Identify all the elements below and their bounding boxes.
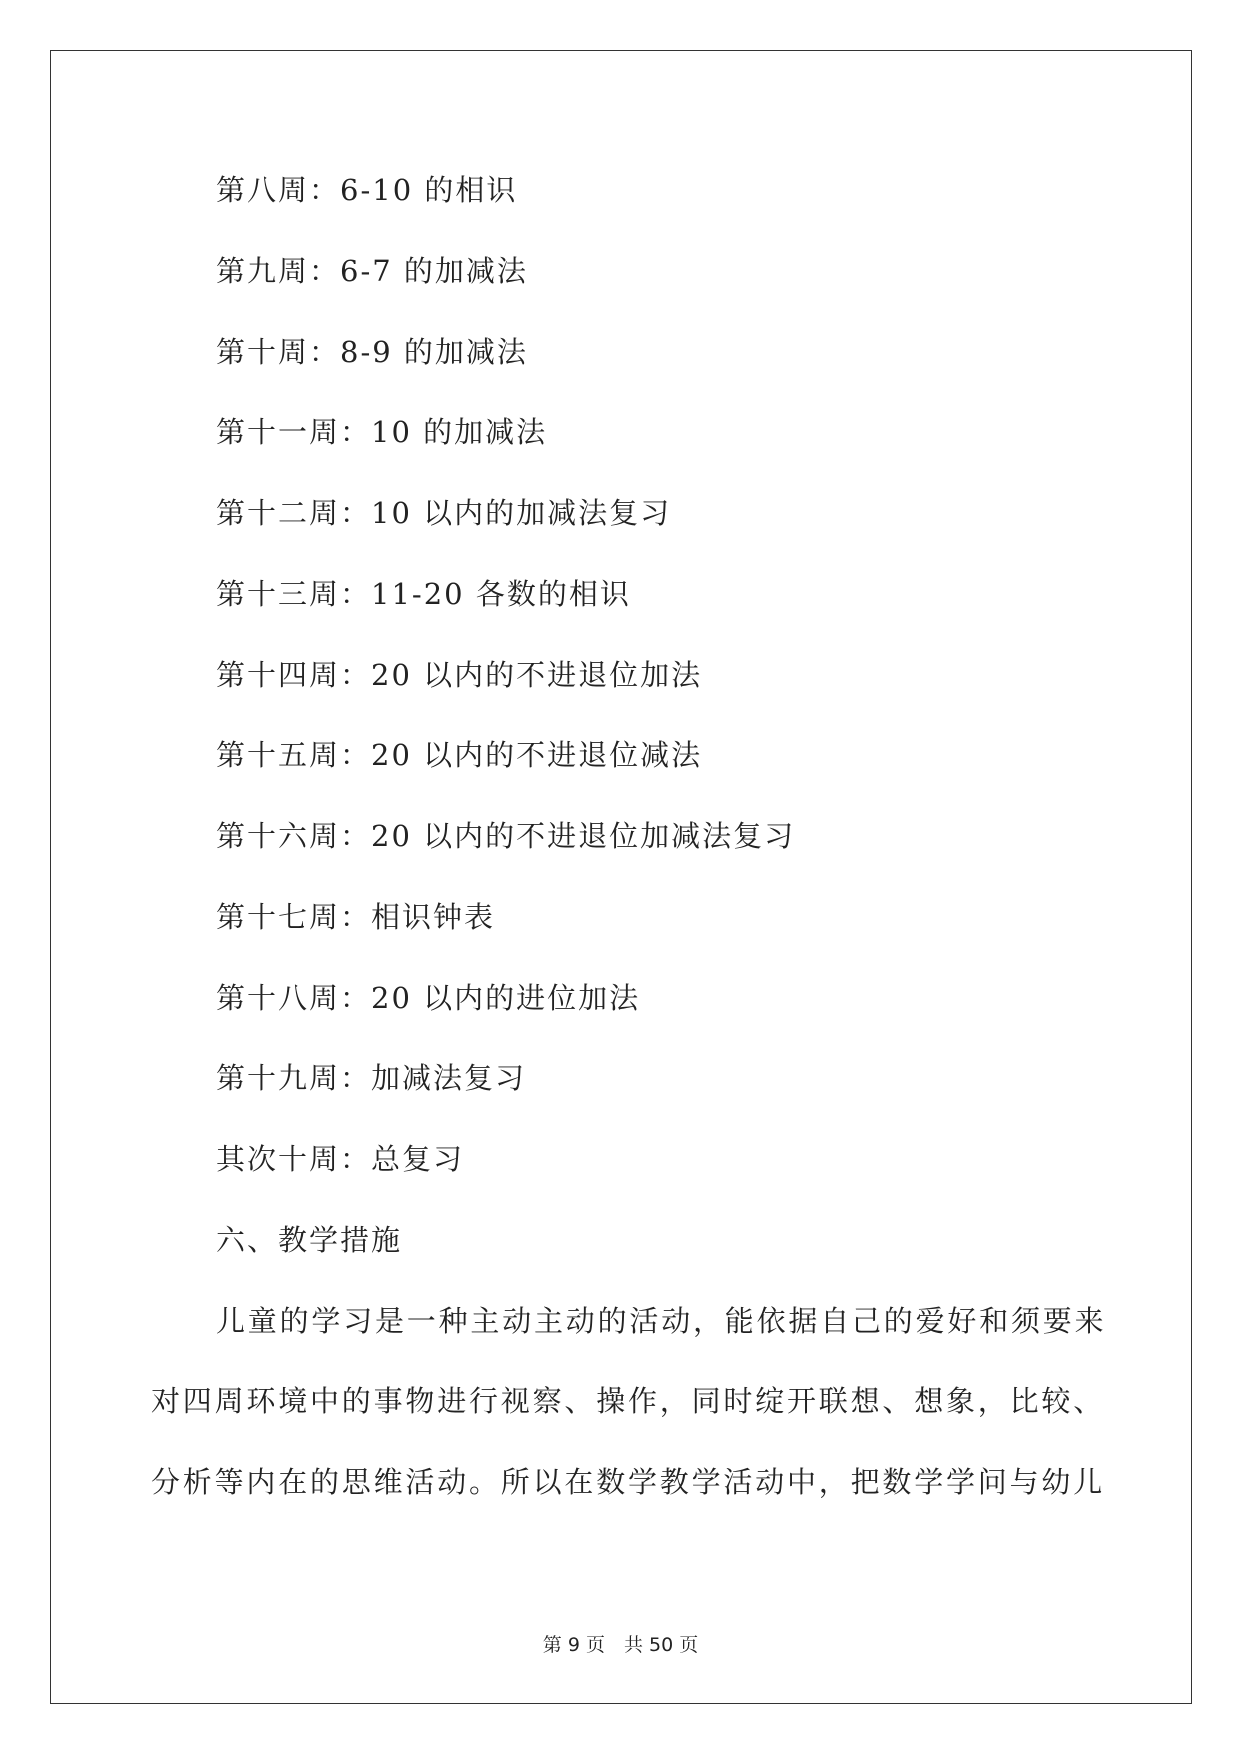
schedule-line-week-16: 第十六周：20 以内的不进退位加减法复习 xyxy=(216,819,796,853)
page-border xyxy=(50,50,1192,1704)
schedule-line-week-11: 第十一周：10 的加减法 xyxy=(216,415,548,449)
schedule-line-week-9: 第九周：6-7 的加减法 xyxy=(216,254,528,288)
schedule-line-week-12: 第十二周：10 以内的加减法复习 xyxy=(216,496,672,530)
paragraph-line: 分析等内在的思维活动。所以在数学教学活动中，把数学学问与幼儿 xyxy=(151,1465,1106,1499)
section-heading: 六、教学措施 xyxy=(216,1223,403,1257)
paragraph-line: 对四周环境中的事物进行视察、操作，同时绽开联想、想象，比较、 xyxy=(151,1384,1106,1418)
schedule-line-week-10: 第十周：8-9 的加减法 xyxy=(216,335,528,369)
schedule-line-week-15: 第十五周：20 以内的不进退位减法 xyxy=(216,738,703,772)
paragraph-line: 儿童的学习是一种主动主动的活动，能依据自己的爱好和须要来 xyxy=(216,1304,1107,1338)
schedule-line-week-8: 第八周：6-10 的相识 xyxy=(216,173,518,207)
schedule-line-week-13: 第十三周：11-20 各数的相识 xyxy=(216,577,631,611)
schedule-line-week-14: 第十四周：20 以内的不进退位加法 xyxy=(216,658,703,692)
schedule-line-week-18: 第十八周：20 以内的进位加法 xyxy=(216,981,641,1015)
schedule-line-week-19: 第十九周：加减法复习 xyxy=(216,1061,527,1095)
page-number-footer: 第 9 页 共 50 页 xyxy=(542,1634,699,1656)
schedule-line-week-17: 第十七周：相识钟表 xyxy=(216,900,496,934)
schedule-line-week-20: 其次十周：总复习 xyxy=(216,1142,465,1176)
